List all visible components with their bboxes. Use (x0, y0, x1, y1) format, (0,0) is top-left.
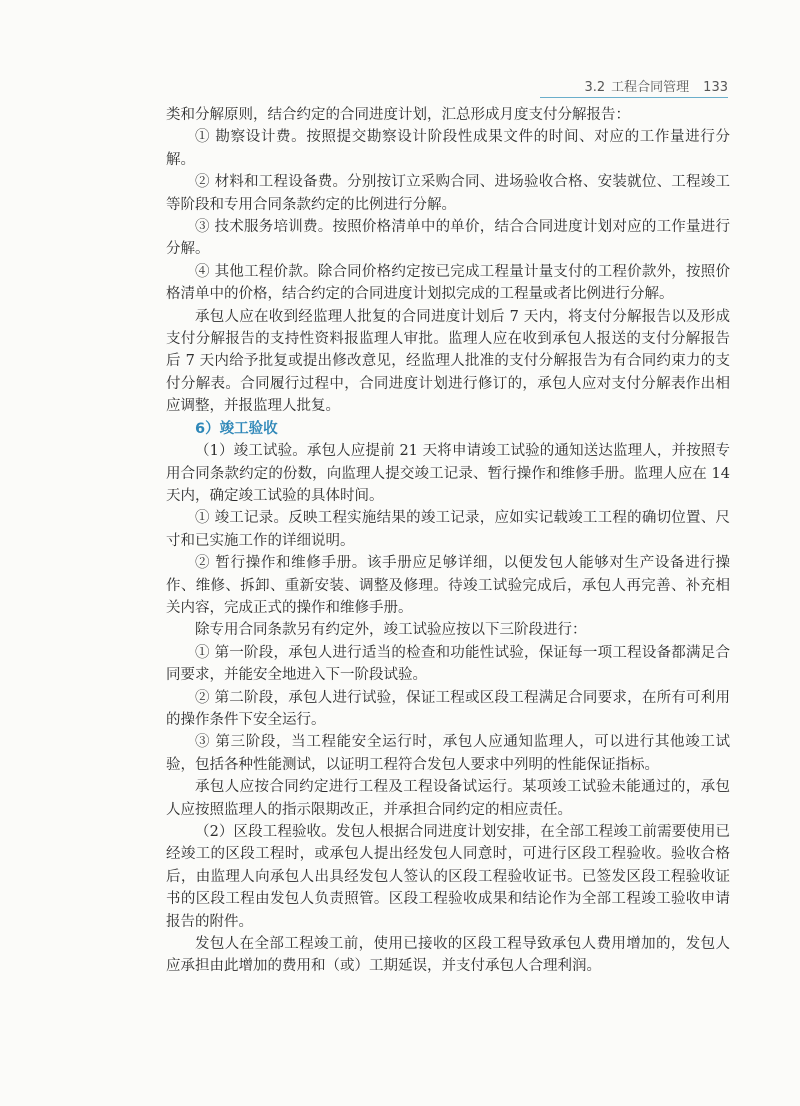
paragraph: ② 暂行操作和维修手册。该手册应足够详细，以便发包人能够对生产设备进行操作、维修、拆卸、重新安装、调整及修理。待竣工试验完成后，承包人再完善、补充相关内容，完成正式的操作和维修手册。 (166, 555, 730, 616)
header-text (584, 76, 728, 95)
header-section-number: 3.2 (584, 80, 606, 95)
page-number: 133 (703, 80, 728, 95)
page-body (166, 104, 730, 978)
paragraph: （1）竣工试验。承包人应提前 21 天将申请竣工试验的通知送达监理人，并按照专用合同条款约定的份数，向监理人提交竣工记录、暂行操作和维修手册。监理人应在 14 天内，确定竣工试验的具体时间。 (166, 443, 730, 504)
paragraph: 承包人应按合同约定进行工程及工程设备试运行。某项竣工试验未能通过的，承包人应按照监理人的指示限期改正，并承担合同约定的相应责任。 (166, 779, 730, 818)
paragraph: ① 第一阶段，承包人进行适当的检查和功能性试验，保证每一项工程设备都满足合同要求，并能安全地进入下一阶段试验。 (166, 644, 730, 684)
header-section-title: 工程合同管理 (611, 80, 690, 95)
paragraph: 类和分解原则，结合约定的合同进度计划，汇总形成月度支付分解报告： (166, 107, 630, 123)
paragraph: ③ 第三阶段，当工程能安全运行时，承包人应通知监理人，可以进行其他竣工试验，包括各种性能测试，以证明工程符合发包人要求中列明的性能保证指标。 (166, 734, 730, 773)
paragraph: ④ 其他工程价款。除合同价格约定按已完成工程量计量支付的工程价款外，按照价格清单中的价格，结合约定的合同进度计划拟完成的工程量或者比例进行分解。 (166, 263, 730, 303)
paragraph: 发包人在全部工程竣工前，使用已接收的区段工程导致承包人费用增加的，发包人应承担由此增加的费用和（或）工期延误，并支付承包人合理利润。 (166, 936, 730, 975)
header-rule (540, 97, 728, 98)
paragraph: 除专用合同条款另有约定外，竣工试验应按以下三阶段进行： (195, 622, 587, 639)
paragraph: （2）区段工程验收。发包人根据合同进度计划安排，在全部工程竣工前需要使用已经竣工的区段工程时，或承包人提出经发包人同意时，可进行区段工程验收。验收合格后，由监理人向承包人出具经发包人签认的区段工程验收证书。已签发区段工程验收证书的区段工程由发包人负责照管。区段工程验收成果和结论作为全部工程竣工验收申请报告的附件。 (166, 824, 730, 930)
paragraph: 承包人应在收到经监理人批复的合同进度计划后 7 天内，将支付分解报告以及形成支付分解报告的支持性资料报监理人审批。监理人应在收到承包人报送的支付分解报告后 7 天内给予批复或提出修改意见，经监理人批准的支付分解报告为有合同约束力的支付分解表。合同履行过程中，合同进度计划进行修订的，承包人应对支付分解表作出相应调整，并报监理人批复。 (166, 308, 730, 415)
running-header (540, 76, 728, 98)
section-heading: 6）竣工验收 (195, 420, 278, 437)
paragraph: ③ 技术服务培训费。按照价格清单中的单价，结合合同进度计划对应的工作量进行分解。 (166, 219, 730, 258)
paragraph: ① 竣工记录。反映工程实施结果的竣工记录，应如实记载竣工工程的确切位置、尺寸和已实施工作的详细说明。 (166, 510, 730, 549)
paragraph: ② 材料和工程设备费。分别按订立采购合同、进场验收合格、安装就位、工程竣工等阶段和专用合同条款约定的比例进行分解。 (166, 174, 730, 213)
paragraph: ① 勘察设计费。按照提交勘察设计阶段性成果文件的时间、对应的工作量进行分解。 (166, 129, 730, 168)
paragraph: ② 第二阶段，承包人进行试验，保证工程或区段工程满足合同要求，在所有可利用的操作条件下安全运行。 (166, 689, 730, 728)
